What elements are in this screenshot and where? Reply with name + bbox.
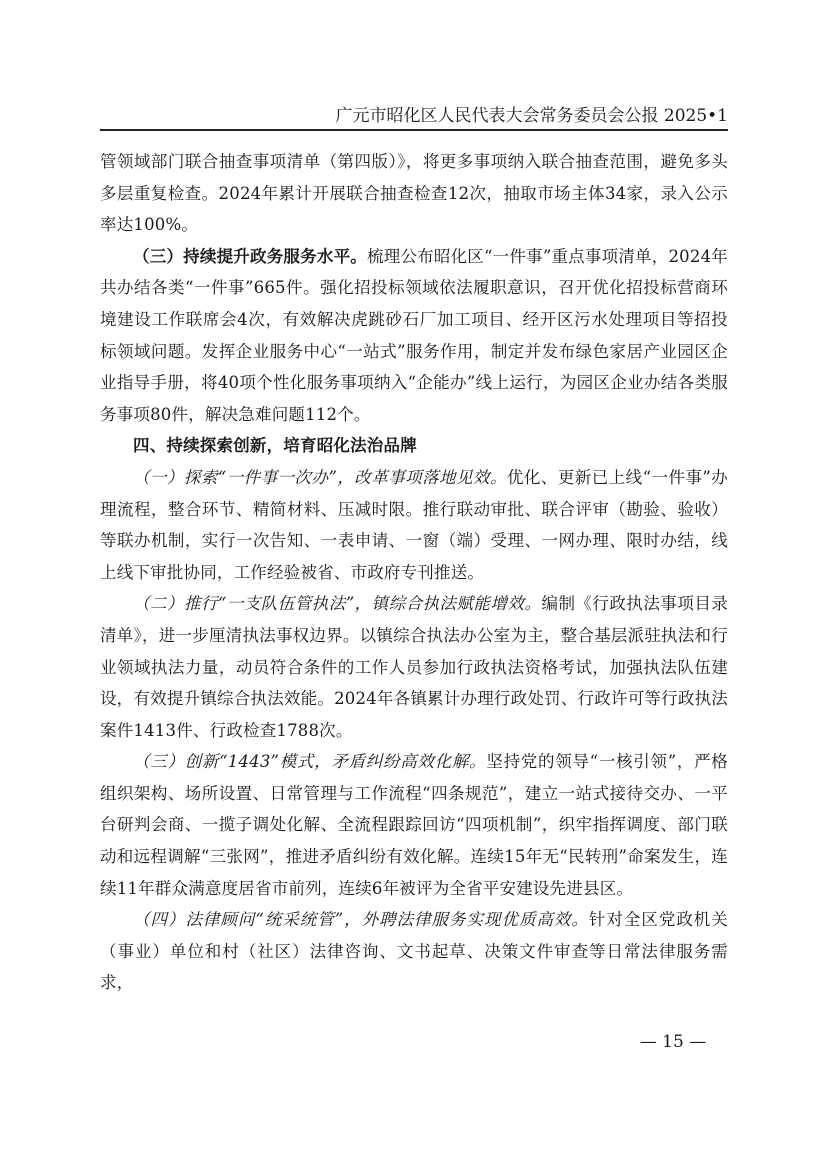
section-heading: 四、持续探索创新，培育昭化法治品牌 — [133, 436, 417, 456]
paragraph-text: 编制《行政执法事项目录清单》，进一步厘清执法事权边界。以镇综合执法办公室为主，整合基层派驻执法和行业领域执法力量，动员符合条件的工作人员参加行政执法资格考试，加强执法队伍建设，有效提升镇综合执法效能。2024年各镇累计办理行政处罚、行政许可等行政执法案件1413件、行政检查1788次。 — [100, 594, 729, 740]
paragraph-legal-advisor — [100, 904, 728, 999]
paragraph-law-enforcement — [100, 588, 728, 746]
paragraph-lead: （三）持续提升政务服务水平。 — [133, 246, 368, 266]
paragraph-lead: （二）推行“一支队伍管执法”，镇综合执法赋能增效。 — [133, 594, 542, 614]
paragraph-continuation — [100, 146, 728, 241]
paragraph-lead: （三）创新“1443”模式，矛盾纠纷高效化解。 — [133, 752, 487, 772]
document-body — [100, 146, 728, 999]
paragraph-text: 针对全区党政机关（事业）单位和村（社区）法律咨询、文书起草、决策文件审查等日常法律服务需求， — [100, 910, 728, 993]
paragraph-text: 坚持党的领导“一核引领”，严格组织架构、场所设置、日常管理与工作流程“四条规范”，建立一站式接待交办、一平台研判会商、一揽子调处化解、全流程跟踪回访“四项机制”，织牢指挥调度、部门联动和远程调解“三张网”，推进矛盾纠纷有效化解。连续15年无“民转刑”命案发生，连续11年群众满意度居省市前列，连续6年被评为全省平安建设先进县区。 — [100, 752, 729, 898]
paragraph-text: 优化、更新已上线“一件事”办理流程，整合环节、精简材料、压减时限。推行联动审批、联合评审（勘验、验收）等联办机制，实行一次告知、一表申请、一窗（端）受理、一网办理、限时办结，线上线下审批协同，工作经验被省、市政府专刊推送。 — [100, 467, 728, 582]
paragraph-text: 管领域部门联合抽查事项清单（第四版）》，将更多事项纳入联合抽查范围，避免多头多层重复检查。2024年累计开展联合抽查检查12次，抽取市场主体34家，录入公示率达100%。 — [100, 152, 728, 235]
paragraph-1443-model — [100, 746, 728, 904]
paragraph-one-thing-reform — [100, 462, 728, 588]
paragraph-government-services — [100, 241, 728, 431]
bulletin-header-title: 广元市昭化区人民代表大会常务委员会公报 2025•1 — [335, 106, 728, 126]
header-divider — [100, 129, 728, 131]
paragraph-lead: （一）探索“一件事一次办”，改革事项落地见效。 — [133, 467, 507, 487]
paragraph-lead: （四）法律顾问“统采统管”，外聘法律服务实现优质高效。 — [133, 910, 589, 930]
page-number: — 15 — — [639, 1032, 707, 1052]
paragraph-text: 梳理公布昭化区“一件事”重点事项清单，2024年共办结各类“一件事”665件。强化招投标领域依法履职意识，召开优化招投标营商环境建设工作联席会4次，有效解决虎跳砂石厂加工项目、经开区污水处理项目等招投标领域问题。发挥企业服务中心“一站式”服务作用，制定并发布绿色家居产业园区企业指导手册，将40项个性化服务事项纳入“企能办”线上运行，为园区企业办结各类服务事项80件，解决急难问题112个。 — [100, 246, 728, 424]
